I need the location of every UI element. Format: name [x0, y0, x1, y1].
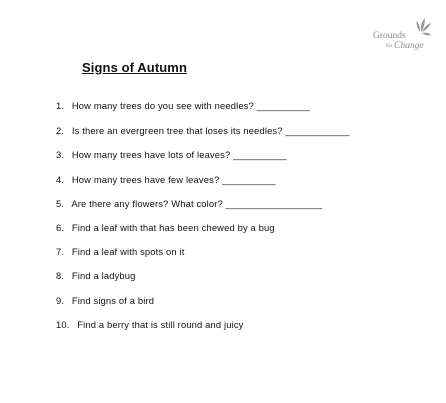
question-number: 1.	[56, 100, 65, 111]
question-text: Find a leaf with spots on it	[71, 246, 185, 257]
question-number: 4.	[56, 174, 65, 185]
question-item	[56, 222, 275, 233]
leaf-sprig-icon	[417, 18, 431, 35]
logo-graphic	[372, 16, 432, 50]
worksheet-title: Signs of Autumn	[82, 60, 188, 75]
question-text: Is there an evergreen tree that loses its needles? ____________	[71, 125, 350, 136]
question-number: 6.	[56, 222, 65, 233]
logo-line2-small: for	[386, 43, 393, 49]
question-text: Find a berry that is still round and juicy	[77, 319, 244, 330]
question-item	[56, 100, 310, 111]
question-item	[56, 295, 154, 306]
question-item	[56, 149, 287, 160]
question-number: 2.	[56, 125, 65, 136]
question-text: How many trees do you see with needles? __________	[71, 100, 311, 111]
question-number: 3.	[56, 149, 65, 160]
question-text: Are there any flowers? What color? __________________	[71, 198, 323, 209]
question-number: 9.	[56, 295, 65, 306]
grounds-for-change-logo	[372, 16, 432, 50]
question-number: 5.	[56, 198, 65, 209]
question-text: Find a ladybug	[71, 270, 136, 281]
question-number: 10.	[56, 319, 70, 330]
question-item	[56, 125, 350, 136]
question-item	[56, 319, 244, 330]
logo-line2-script: Change	[394, 41, 424, 50]
logo-line1: Grounds	[373, 31, 406, 41]
question-item	[56, 174, 276, 185]
question-text: How many trees have few leaves? __________	[71, 174, 276, 185]
question-text: How many trees have lots of leaves? __________	[71, 149, 287, 160]
question-item	[56, 198, 322, 209]
question-number: 8.	[56, 270, 65, 281]
question-number: 7.	[56, 246, 65, 257]
question-text: Find signs of a bird	[71, 295, 155, 306]
question-item	[56, 246, 184, 257]
question-item	[56, 270, 136, 281]
question-text: Find a leaf with that has been chewed by a bug	[71, 222, 275, 233]
